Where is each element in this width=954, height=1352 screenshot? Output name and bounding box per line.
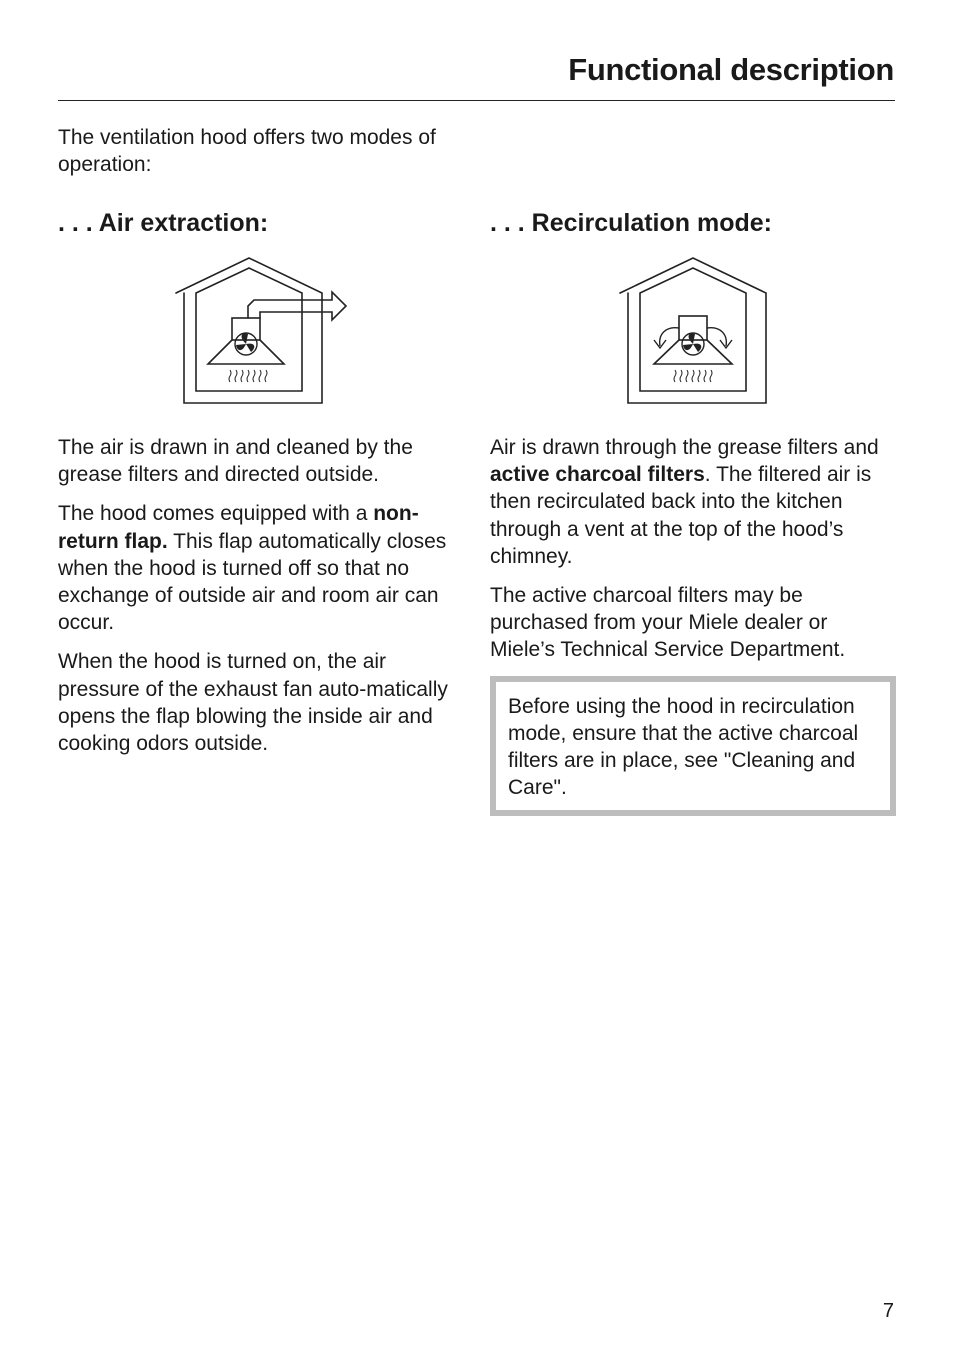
- heat-waves-icon: [229, 370, 267, 382]
- intro-text: The ventilation hood offers two modes of operation:: [58, 126, 436, 176]
- page-number: 7: [882, 1300, 894, 1322]
- note-text: Before using the hood in recirculation mode, ensure that the active charcoal filters are in place, see "Cleaning and Care".: [496, 682, 890, 811]
- air-extraction-figure: [58, 242, 460, 434]
- non-return-flap-paragraph: The hood comes equipped with a non-return flap. This flap automatically closes when the hood is turned off so that no exchange of outside air and room air can occur.: [58, 502, 447, 635]
- charcoal-filters-paragraph: Air is drawn through the grease filters and active charcoal filters. The filtered air is then recirculated back into the kitchen through a vent at the top of the hood’s chimney.: [490, 436, 879, 568]
- air-extraction-section: [58, 204, 460, 769]
- fan-icon: [682, 333, 704, 355]
- flap-opening-paragraph: When the hood is turned on, the air pressure of the exhaust fan auto-matically opens the flap blowing the inside air and cooking odors outside.: [58, 650, 448, 756]
- non-return-flap-term: non-return flap.: [58, 502, 419, 553]
- recirculation-heading: . . . Recirculation mode:: [490, 209, 772, 237]
- page-title: Functional description: [568, 52, 894, 87]
- recirculation-diagram-icon: [618, 256, 778, 406]
- active-charcoal-filters-term: active charcoal filters: [490, 463, 705, 487]
- air-extraction-diagram-icon: [174, 256, 414, 406]
- air-extraction-paragraph: The air is drawn in and cleaned by the grease filters and directed outside.: [58, 436, 413, 487]
- air-extraction-heading: . . . Air extraction:: [58, 209, 269, 237]
- title-rule: [58, 100, 895, 101]
- recirculation-section: [490, 204, 896, 816]
- note-box: [490, 676, 896, 817]
- recirculation-figure: [490, 242, 896, 434]
- heat-waves-icon: [674, 370, 712, 382]
- purchase-filters-paragraph: The active charcoal filters may be purchased from your Miele dealer or Miele’s Technical Service Department.: [490, 584, 846, 662]
- fan-icon: [235, 333, 257, 355]
